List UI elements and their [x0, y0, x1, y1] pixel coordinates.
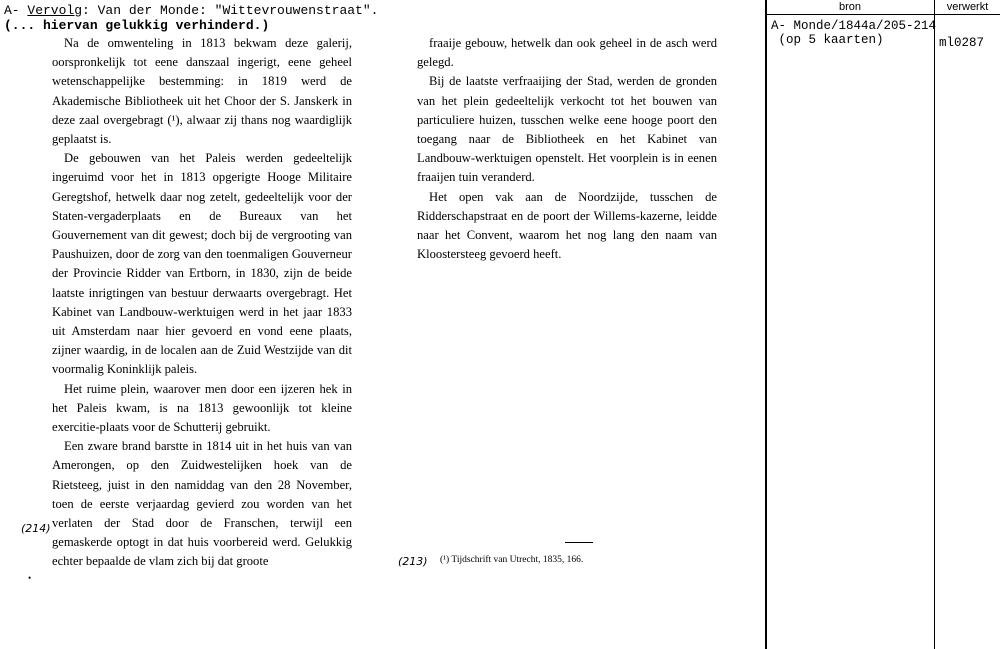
paragraph: fraaije gebouw, hetwelk dan ook geheel in de asch werd gelegd. [417, 36, 717, 70]
page-number-note-right: (213) [398, 555, 428, 568]
paragraph: Het ruime plein, waarover men door een ijzeren hek in het Paleis kwam, is na 1813 gewoonlijk tot kleine exercitie-plaats voor de Schutterij gebruikt. [52, 381, 352, 435]
footnote: (¹) Tijdschrift van Utrecht, 1835, 166. [440, 555, 584, 565]
footnote-divider [565, 542, 593, 543]
header-vervolg: Vervolg [27, 3, 83, 18]
header-subtitle: (... hiervan gelukkig verhinderd.) [4, 18, 270, 33]
paragraph: Een zware brand barstte in 1814 uit in het huis van van Amerongen, op den Zuidwestelijken hoek van de Rietsteeg, juist in den namiddag van den 28 November, toen de eerste verjaardag gevierd zou worden van het verlaten der Stad door de Franschen, terwijl een gemaskerde optogt in dat huis voorbereid werd. Gelukkig echter bepaalde de vlam zich bij dat groote [52, 439, 352, 569]
card-divider-left [765, 0, 767, 649]
text-column-left [52, 34, 352, 572]
header-title: : Van der Monde: "Wittevrouwenstraat". [82, 3, 379, 18]
paragraph: Bij de laatste verfraaijing der Stad, werden de gronden van het plein gedeeltelijk verkocht tot het bouwen van particuliere huizen, tusschen welke eene hooge poort den toegang naar de Bibliotheek en het Kabinet van Landbouw-werktuigen openstelt. Het voorplein is in eenen fraaijen tuin veranderd. [417, 74, 717, 185]
margin-dot: • [28, 573, 32, 583]
bron-line-1: A- Monde/1844a/205-214 [771, 19, 937, 33]
header-prefix: A- [4, 3, 28, 18]
bron-line-2: (op 5 kaarten) [771, 33, 884, 47]
paragraph: De gebouwen van het Paleis werden gedeeltelijk ingeruimd voor het in 1813 opgerigte Hooge Militaire Geregtshof, hetwelk daar nog zetelt, gedeeltelijk voor der Staten-vergaderplaats en de Bureaux van het Gouvernement van dit gewest; doch bij de vergrooting van Paushuizen, door de zorg van den toenmaligen Gouverneur der Provincie Ridder van Ertborn, in 1830, zijn de beide laatste inrigtingen van bestuur derwaarts overgebragt. Het Kabinet van Landbouw-werktuigen werd in het jaar 1833 uit Amsterdam naar hier gevoerd en vond eene plaats, zijner waardig, in de localen aan de Zuid Westzijde van dit voormalig Koninklijk paleis. [52, 151, 352, 377]
text-column-right [417, 34, 717, 264]
paragraph: Het open vak aan de Noordzijde, tusschen de Ridderschapstraat en de poort der Willems-kazerne, leidde naar het Convent, waarom het nog lang den naam van Kloostersteeg gevoerd heeft. [417, 189, 717, 262]
card-header-rule [765, 14, 1000, 15]
page-number-note-left: (214) [21, 522, 51, 535]
document-header [4, 3, 378, 33]
verwerkt-value: ml0287 [939, 36, 985, 50]
card-divider-right [934, 0, 935, 649]
bron-header: bron [838, 1, 862, 13]
bron-value [771, 19, 936, 47]
paragraph: Na de omwenteling in 1813 bekwam deze galerij, oorspronkelijk tot eene danszaal ingerigt, eene geheel wetenschappelijke bestemming: in 1819 werd de Akademische Bibliotheek uit het Choor der S. Janskerk in deze zaal overgebragt (¹), alwaar zij thans nog waardiglijk geplaatst is. [52, 36, 352, 147]
verwerkt-header: verwerkt [946, 1, 989, 13]
